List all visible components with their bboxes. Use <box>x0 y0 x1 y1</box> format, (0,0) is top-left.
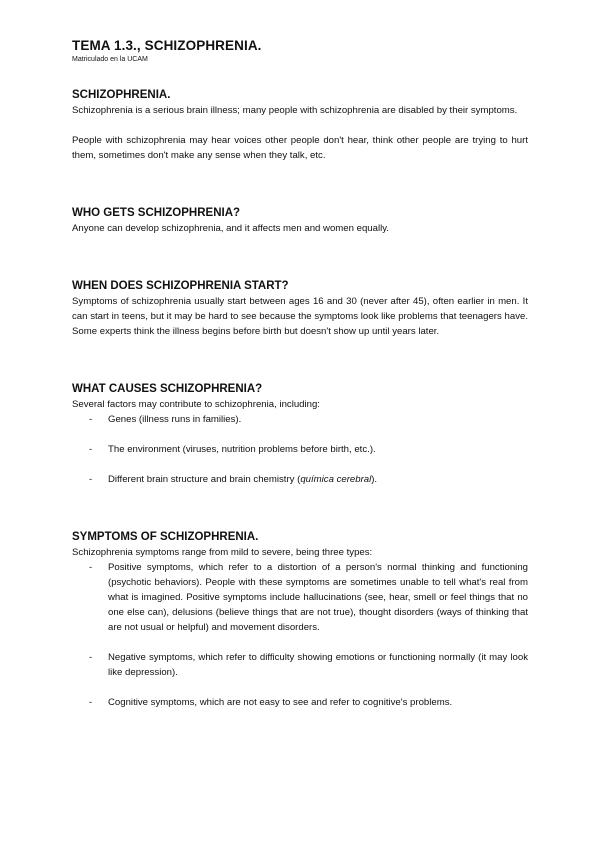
list-item-text: Cognitive symptoms, which are not easy to see and refer to cognitive's problems. <box>108 697 453 708</box>
symptoms-intro: Schizophrenia symptoms range from mild to severe, being three types: <box>72 547 373 558</box>
intro-paragraph-2: People with schizophrenia may hear voices other people don't hear, think other people are trying to hurt them, sometimes don't make any sense when they talk, etc. <box>72 135 528 161</box>
who-paragraph: Anyone can develop schizophrenia, and it affects men and women equally. <box>72 223 389 234</box>
intro-paragraph-1: Schizophrenia is a serious brain illness; many people with schizophrenia are disabled by their symptoms. <box>72 105 518 116</box>
list-item-text: The environment (viruses, nutrition problems before birth, etc.). <box>108 444 376 455</box>
list-item <box>72 650 528 680</box>
heading-when-start: WHEN DOES SCHIZOPHRENIA START? <box>72 280 289 292</box>
when-paragraph: Symptoms of schizophrenia usually start between ages 16 and 30 (never after 45), often earlier in men. It can start in teens, but it may be hard to see because the symptoms look like problems that teenagers have. Some experts think the illness begins before birth but doesn't show up until years later. <box>72 296 528 337</box>
list-dash: - <box>89 444 93 455</box>
list-dash: - <box>89 652 93 663</box>
list-item <box>72 412 528 427</box>
heading-causes: WHAT CAUSES SCHIZOPHRENIA? <box>72 383 263 395</box>
document-page <box>72 38 528 710</box>
list-item-text-post: ). <box>371 474 378 485</box>
list-item <box>72 695 528 710</box>
page-title: TEMA 1.3., SCHIZOPHRENIA. <box>72 38 262 53</box>
heading-schizophrenia: SCHIZOPHRENIA. <box>72 89 171 101</box>
heading-who-gets: WHO GETS SCHIZOPHRENIA? <box>72 207 241 219</box>
list-dash: - <box>89 414 93 425</box>
causes-list <box>72 412 528 487</box>
list-item-text: Genes (illness runs in families). <box>108 414 242 425</box>
heading-symptoms: SYMPTOMS OF SCHIZOPHRENIA. <box>72 531 259 543</box>
list-item-text: Positive symptoms, which refer to a distortion of a person's normal thinking and functioning (psychotic behaviors). People with these symptoms are sometimes unable to tell what's real from what is imagined. Positive symptoms include hallucinations (see, hear, smell or feel things that no one else can), delusions (believe things that are not true), thought disorders (ways of thinking that are not usual or helpful) and movement disorders. <box>108 562 528 633</box>
symptoms-list <box>72 560 528 710</box>
list-item-italic-term: química cerebral <box>300 474 372 485</box>
list-item <box>72 472 528 487</box>
list-item <box>72 560 528 635</box>
list-item <box>72 442 528 457</box>
list-dash: - <box>89 474 93 485</box>
list-dash: - <box>89 562 93 573</box>
list-dash: - <box>89 697 93 708</box>
causes-intro: Several factors may contribute to schizophrenia, including: <box>72 399 320 410</box>
page-subtitle: Matriculado en la UCAM <box>72 56 148 63</box>
list-item-text-pre: Different brain structure and brain chemistry ( <box>108 474 301 485</box>
list-item-text: Negative symptoms, which refer to difficulty showing emotions or functioning normally (it may look like depression). <box>108 652 528 678</box>
